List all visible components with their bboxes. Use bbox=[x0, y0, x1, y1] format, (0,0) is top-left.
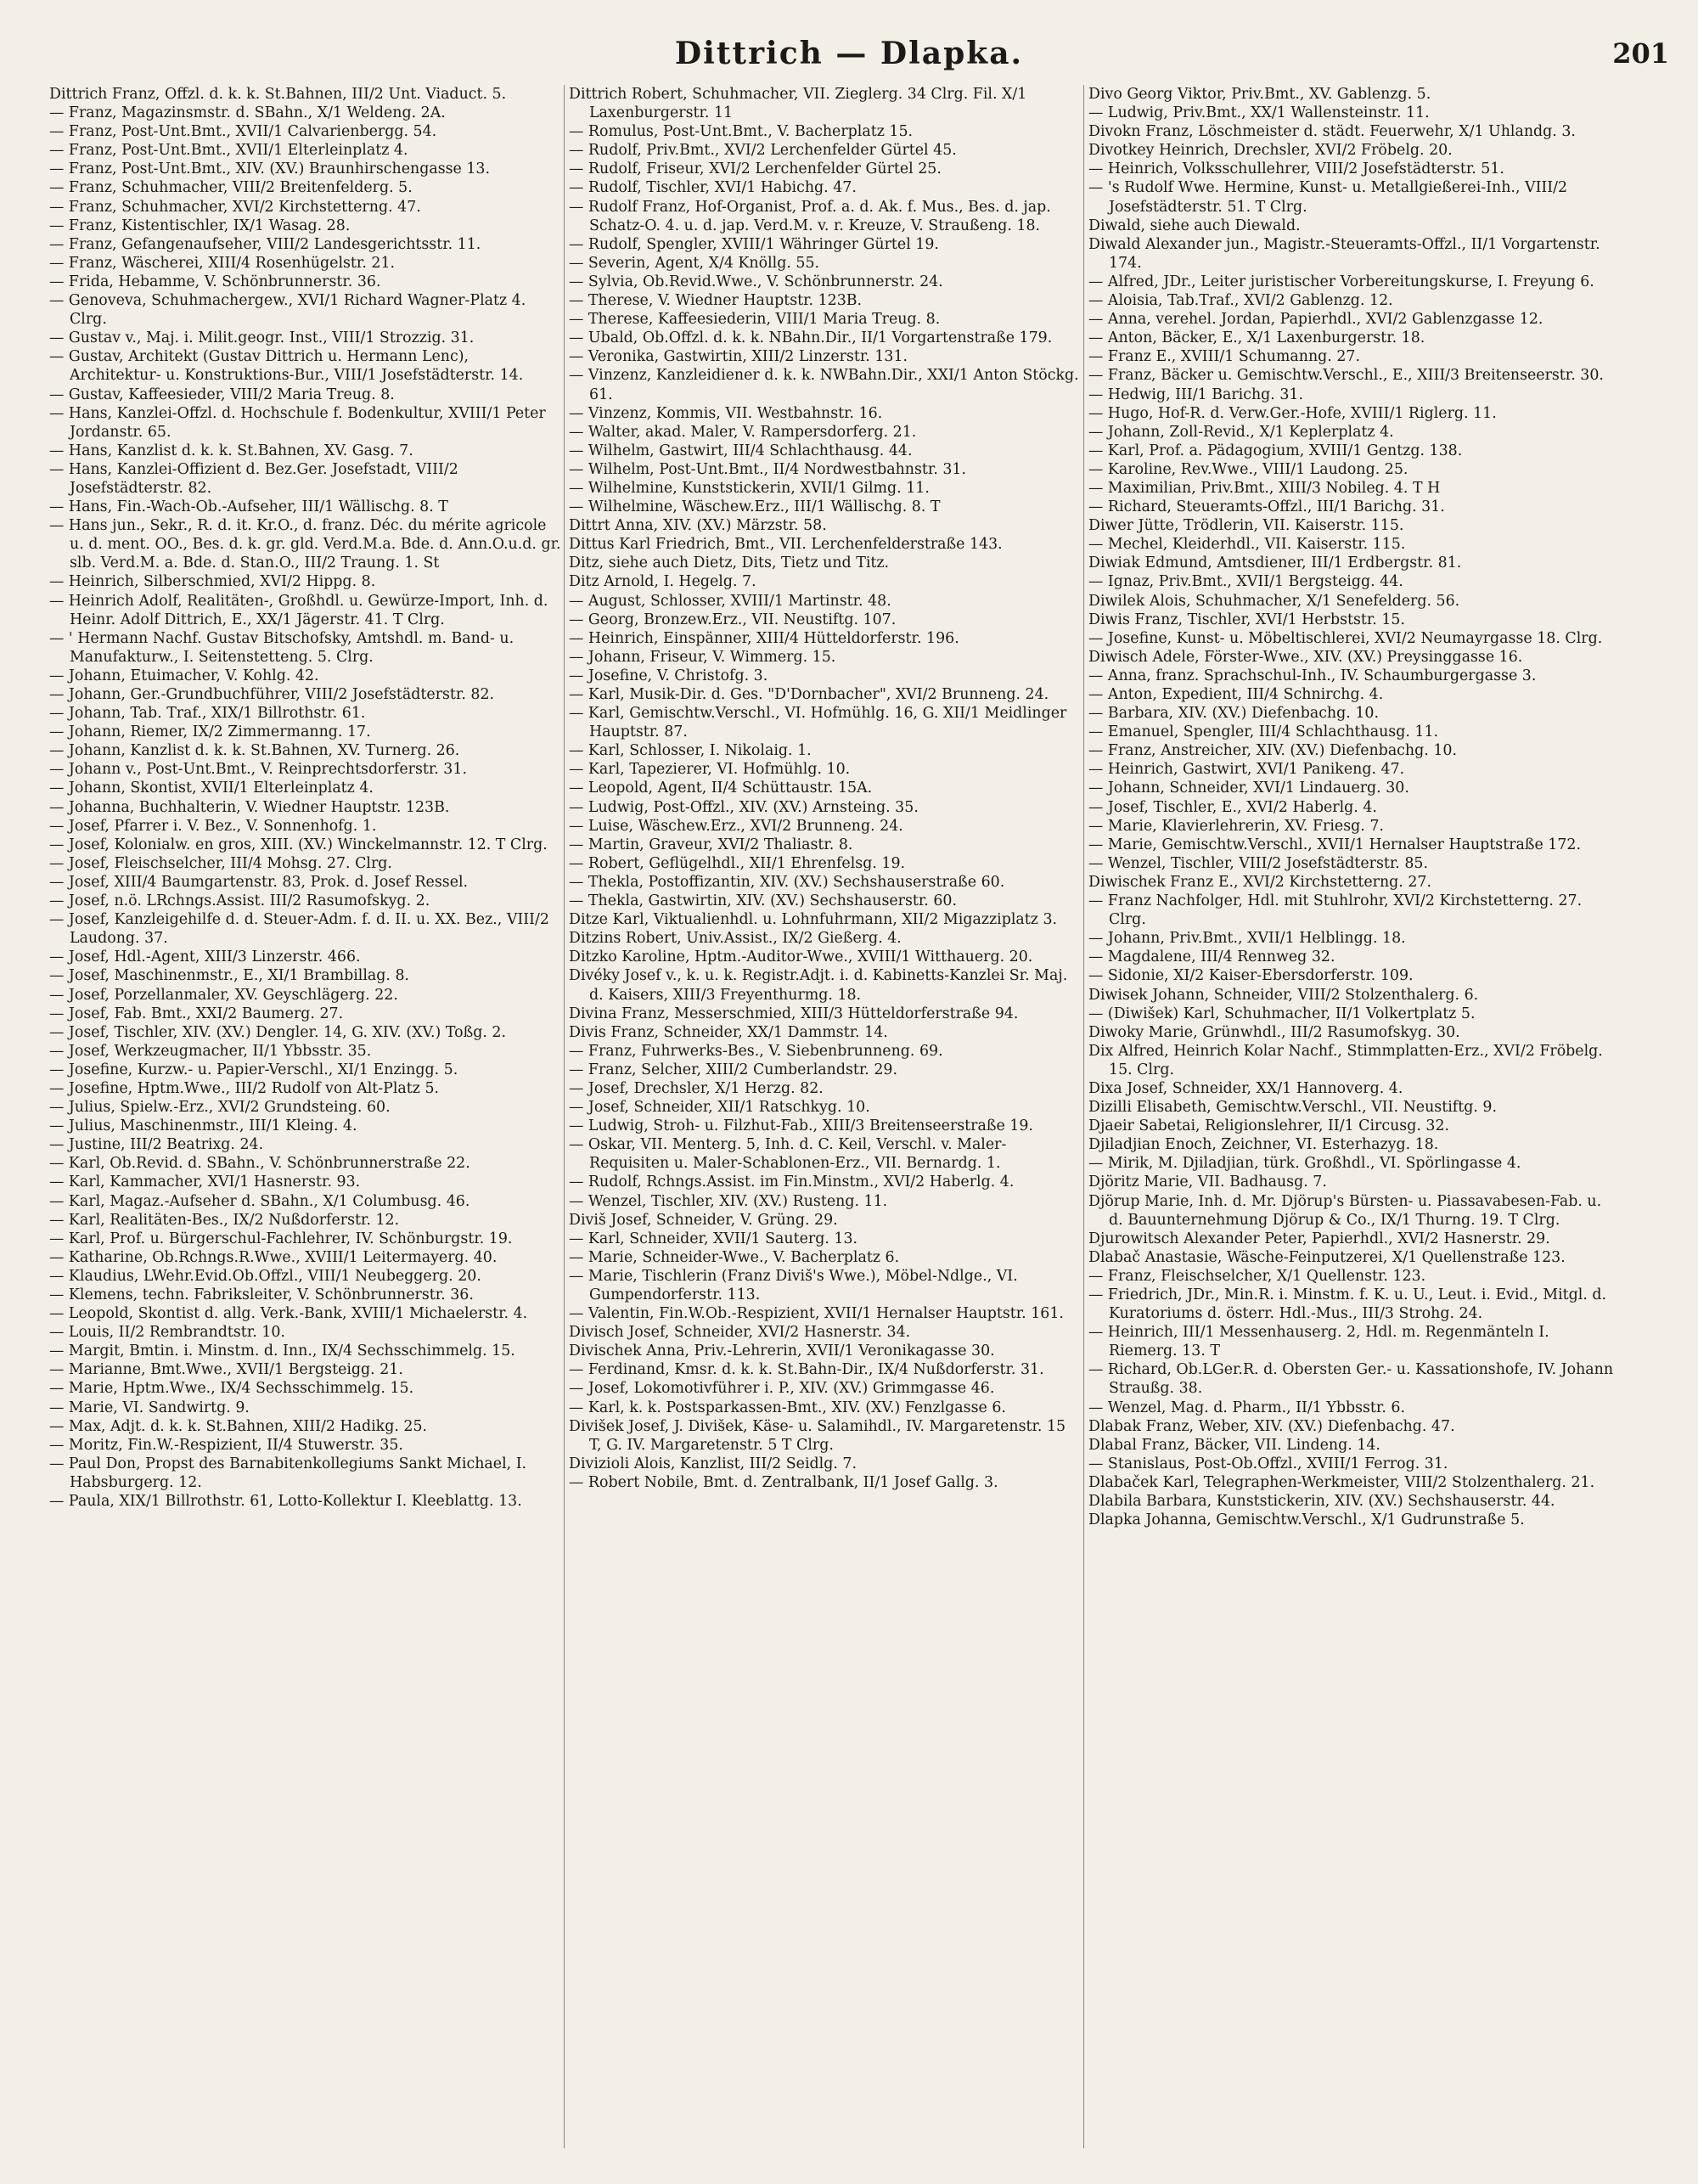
directory-entry: Diwiak Edmund, Amtsdiener, III/1 Erdbergstr. 81. bbox=[1088, 554, 1462, 572]
directory-entry: — Josef, Tischler, XIV. (XV.) Dengler. 14, G. XIV. (XV.) Toßg. 2. bbox=[49, 1023, 506, 1041]
directory-entry: — Josef, Tischler, E., XVI/2 Haberlg. 4. bbox=[1088, 798, 1377, 816]
directory-entry: Djaeir Sabetai, Religionslehrer, II/1 Circusg. 32. bbox=[1088, 1117, 1450, 1135]
directory-entry: — Josef, Drechsler, X/1 Herzg. 82. bbox=[569, 1079, 824, 1097]
directory-entry: — Mechel, Kleiderhdl., VII. Kaiserstr. 115. bbox=[1088, 536, 1406, 554]
directory-entry: — Josef, n.ö. LRchngs.Assist. III/2 Rasumofskyg. 2. bbox=[49, 892, 430, 910]
directory-entry: — Barbara, XIV. (XV.) Diefenbachg. 10. bbox=[1088, 705, 1379, 723]
directory-entry: — Hans, Kanzlei-Offizient d. Bez.Ger. Josefstadt, VIII/2 Josefstädterstr. 82. bbox=[49, 460, 458, 497]
directory-entry: — Hans, Fin.-Wach-Ob.-Aufseher, III/1 Wällischg. 8. T bbox=[49, 498, 448, 516]
directory-entry: — Johann, Friseur, V. Wimmerg. 15. bbox=[569, 648, 836, 666]
directory-entry: Dittrt Anna, XIV. (XV.) Märzstr. 58. bbox=[569, 517, 827, 535]
directory-entry: — Rudolf, Priv.Bmt., XVI/2 Lerchenfelder Gürtel 45. bbox=[569, 142, 957, 160]
directory-entry: — Josefine, Kurzw.- u. Papier-Verschl., XI/1 Enzingg. 5. bbox=[49, 1061, 458, 1078]
directory-entry: — Stanislaus, Post-Ob.Offzl., XVIII/1 Ferrog. 31. bbox=[1088, 1455, 1448, 1472]
directory-entry: — Johann, Tab. Traf., XIX/1 Billrothstr. 61. bbox=[49, 705, 366, 723]
directory-entry: Ditz Arnold, I. Hegelg. 7. bbox=[569, 573, 756, 591]
directory-entry: — August, Schlosser, XVIII/1 Martinstr. 48. bbox=[569, 592, 891, 610]
directory-entry: — Karoline, Rev.Wwe., VIII/1 Laudong. 25. bbox=[1088, 460, 1408, 478]
directory-entry: — Josef, Kanzleigehilfe d. d. Steuer-Adm. f. d. II. u. XX. Bez., VIII/2 Laudong. 37. bbox=[49, 911, 549, 948]
directory-entry: — Johann, Etuimacher, V. Kohlg. 42. bbox=[49, 667, 319, 684]
directory-entry: — Wilhelmine, Kunststickerin, XVII/1 Gilmg. 11. bbox=[569, 479, 930, 497]
directory-entry: — Georg, Bronzew.Erz., VII. Neustiftg. 107. bbox=[569, 611, 897, 628]
directory-entry: — Hugo, Hof-R. d. Verw.Ger.-Hofe, XVIII/1 Riglerg. 11. bbox=[1088, 404, 1497, 422]
directory-entry: Dlabak Franz, Weber, XIV. (XV.) Diefenbachg. 47. bbox=[1088, 1417, 1455, 1435]
directory-entry: — Franz, Post-Unt.Bmt., XVII/1 Calvarienbergg. 54. bbox=[49, 123, 437, 141]
directory-entry: — Thekla, Gastwirtin, XIV. (XV.) Sechshauserstr. 60. bbox=[569, 892, 958, 910]
directory-entry: — Rudolf, Tischler, XVI/1 Habichg. 47. bbox=[569, 179, 857, 197]
directory-entry: — Franz, Magazinsmstr. d. SBahn., X/1 Weldeng. 2A. bbox=[49, 104, 446, 122]
directory-entry: — Karl, Ob.Revid. d. SBahn., V. Schönbrunnerstraße 22. bbox=[49, 1155, 470, 1173]
directory-entry: — Louis, II/2 Rembrandtstr. 10. bbox=[49, 1324, 285, 1342]
directory-entry: — Johann v., Post-Unt.Bmt., V. Reinprechtsdorferstr. 31. bbox=[49, 761, 467, 779]
directory-entry: — Margit, Bmtin. i. Minstm. d. Inn., IX/4 Sechsschimmelg. 15. bbox=[49, 1342, 515, 1360]
column-3 bbox=[1088, 85, 1615, 2157]
directory-entry: — Luise, Wäschew.Erz., XVI/2 Brunneng. 24. bbox=[569, 817, 903, 835]
directory-entry: — Karl, Prof. a. Pädagogium, XVIII/1 Gentzg. 138. bbox=[1088, 442, 1463, 459]
directory-entry: — Ludwig, Stroh- u. Filzhut-Fab., XIII/3 Breitenseerstraße 19. bbox=[569, 1117, 1033, 1135]
directory-entry: Divina Franz, Messerschmied, XIII/3 Hütteldorferstraße 94. bbox=[569, 1005, 1019, 1022]
directory-entry: — Josefine, Hptm.Wwe., III/2 Rudolf von Alt-Platz 5. bbox=[49, 1079, 440, 1097]
directory-entry: Divéky Josef v., k. u. k. Registr.Adjt. i. d. Kabinetts-Kanzlei Sr. Maj. d. Kaisers, XIII/3 Freyenthurmg. 18. bbox=[569, 967, 1068, 1004]
directory-entry: — Karl, k. k. Postsparkassen-Bmt., XIV. (XV.) Fenzlgasse 6. bbox=[569, 1399, 1006, 1416]
directory-entry: — Hans jun., Sekr., R. d. it. Kr.O., d. franz. Déc. du mérite agricole u. d. ment. OO., Bes. d. k. gr. gld. Verd.M.a. Bde. d. Ann.O.u.d. gr. slb. Verd.M. a. Bde. d. Stan.O., III/2 Traung. 1. St bbox=[49, 517, 561, 572]
directory-entry: — Marianne, Bmt.Wwe., XVII/1 Bergsteigg. 21. bbox=[49, 1361, 403, 1379]
directory-entry: — Anna, franz. Sprachschul-Inh., IV. Schaumburgergasse 3. bbox=[1088, 667, 1537, 684]
directory-entry: — Gustav, Architekt (Gustav Dittrich u. Hermann Lenc), Architektur- u. Konstruktions-Bur., VIII/1 Josefstädterstr. 14. bbox=[49, 348, 524, 385]
directory-entry: — Karl, Musik-Dir. d. Ges. "D'Dornbacher", XVI/2 Brunneng. 24. bbox=[569, 686, 1049, 703]
column-2 bbox=[569, 85, 1082, 2157]
directory-entry: Dittrich Franz, Offzl. d. k. k. St.Bahnen, III/2 Unt. Viaduct. 5. bbox=[49, 86, 507, 103]
directory-entry: — Richard, Ob.LGer.R. d. Obersten Ger.- u. Kassationshofe, IV. Johann Straußg. 38. bbox=[1088, 1361, 1614, 1398]
directory-entry: Divotkey Heinrich, Drechsler, XVI/2 Fröbelg. 20. bbox=[1088, 142, 1453, 160]
directory-entry: Dix Alfred, Heinrich Kolar Nachf., Stimmplatten-Erz., XVI/2 Fröbelg. 15. Clrg. bbox=[1088, 1042, 1603, 1078]
directory-entry: Diwald Alexander jun., Magistr.-Steueramts-Offzl., II/1 Vorgartenstr. 174. bbox=[1088, 235, 1600, 272]
directory-entry: Diwis Franz, Tischler, XVI/1 Herbststr. 15. bbox=[1088, 611, 1406, 628]
page-title: Dittrich — Dlapka. bbox=[674, 36, 1024, 71]
directory-entry: Divišek Josef, J. Divišek, Käse- u. Salamihdl., IV. Margaretenstr. 15 T, G. IV. Margaretenstr. 5 T Clrg. bbox=[569, 1417, 1066, 1454]
directory-entry: — Johann, Priv.Bmt., XVII/1 Helblingg. 18. bbox=[1088, 930, 1406, 948]
directory-entry: Divis Franz, Schneider, XX/1 Dammstr. 14. bbox=[569, 1023, 888, 1041]
directory-entry: — Hans, Kanzlist d. k. k. St.Bahnen, XV. Gasg. 7. bbox=[49, 442, 413, 459]
directory-entry: — Robert, Geflügelhdl., XII/1 Ehrenfelsg. 19. bbox=[569, 854, 906, 872]
directory-entry: — Paul Don, Propst des Barnabitenkollegiums Sankt Michael, I. Habsburgerg. 12. bbox=[49, 1455, 527, 1491]
directory-entry: — Josef, Schneider, XII/1 Ratschkyg. 10. bbox=[569, 1099, 870, 1117]
directory-entry: — Josef, Kolonialw. en gros, XIII. (XV.) Winckelmannstr. 12. T Clrg. bbox=[49, 836, 548, 853]
directory-entry: — 's Rudolf Wwe. Hermine, Kunst- u. Metallgießerei-Inh., VIII/2 Josefstädterstr. 51. T Clrg. bbox=[1088, 179, 1568, 216]
directory-entry: — Heinrich, Volksschullehrer, VIII/2 Josefstädterstr. 51. bbox=[1088, 160, 1504, 178]
directory-entry: — Anton, Expedient, III/4 Schnirchg. 4. bbox=[1088, 686, 1384, 703]
directory-entry: — Josef, Fab. Bmt., XXI/2 Baumerg. 27. bbox=[49, 1005, 344, 1022]
directory-entry: — Franz, Fuhrwerks-Bes., V. Siebenbrunneng. 69. bbox=[569, 1042, 943, 1060]
directory-entry: — Franz, Selcher, XIII/2 Cumberlandstr. 29. bbox=[569, 1061, 898, 1078]
directory-entry: Diwoky Marie, Grünwhdl., III/2 Rasumofskyg. 30. bbox=[1088, 1023, 1460, 1041]
directory-entry: — Sylvia, Ob.Revid.Wwe., V. Schönbrunnerstr. 24. bbox=[569, 273, 943, 290]
directory-entry: — Ferdinand, Kmsr. d. k. k. St.Bahn-Dir., IX/4 Nußdorferstr. 31. bbox=[569, 1361, 1044, 1379]
directory-entry: — Josef, Maschinenmstr., E., XI/1 Brambillag. 8. bbox=[49, 967, 410, 985]
directory-entry: — Franz, Bäcker u. Gemischtw.Verschl., E., XIII/3 Breitenseerstr. 30. bbox=[1088, 367, 1604, 385]
directory-entry: — Johann, Schneider, XVI/1 Lindauerg. 30. bbox=[1088, 780, 1409, 797]
directory-entry: Dittus Karl Friedrich, Bmt., VII. Lerchenfelderstraße 143. bbox=[569, 536, 1003, 554]
directory-entry: Dlabila Barbara, Kunststickerin, XIV. (XV.) Sechshauserstr. 44. bbox=[1088, 1493, 1555, 1511]
directory-entry: — Magdalene, III/4 Rennweg 32. bbox=[1088, 948, 1335, 966]
directory-entry: — Marie, VI. Sandwirtg. 9. bbox=[49, 1399, 250, 1416]
directory-entry: — Wenzel, Tischler, VIII/2 Josefstädterstr. 85. bbox=[1088, 854, 1429, 872]
directory-entry: — Sidonie, XI/2 Kaiser-Ebersdorferstr. 109. bbox=[1088, 967, 1414, 985]
directory-entry: — Justine, III/2 Beatrixg. 24. bbox=[49, 1136, 264, 1154]
directory-entry: — Karl, Schlosser, I. Nikolaig. 1. bbox=[569, 742, 812, 760]
directory-entry: — Richard, Steueramts-Offzl., III/1 Barichg. 31. bbox=[1088, 498, 1445, 516]
directory-entry: — Franz, Schuhmacher, XVI/2 Kirchstetterng. 47. bbox=[49, 198, 421, 216]
directory-entry: — Alfred, JDr., Leiter juristischer Vorbereitungskurse, I. Freyung 6. bbox=[1088, 273, 1594, 290]
directory-entry: — Franz, Kistentischler, IX/1 Wasag. 28. bbox=[49, 217, 351, 234]
directory-entry: — Mirik, M. Djiladjian, türk. Großhdl., VI. Spörlingasse 4. bbox=[1088, 1155, 1521, 1173]
directory-entry: — ' Hermann Nachf. Gustav Bitschofsky, Amtshdl. m. Band- u. Manufakturw., I. Seitenstetteng. 5. Clrg. bbox=[49, 629, 514, 666]
directory-entry: — Katharine, Ob.Rchngs.R.Wwe., XVIII/1 Leitermayerg. 40. bbox=[49, 1248, 498, 1266]
directory-entry: — Therese, V. Wiedner Hauptstr. 123B. bbox=[569, 292, 863, 310]
directory-entry: — Wenzel, Tischler, XIV. (XV.) Rusteng. 11. bbox=[569, 1192, 888, 1210]
column-1 bbox=[49, 85, 562, 2157]
directory-entry: — Ignaz, Priv.Bmt., XVII/1 Bergsteigg. 44. bbox=[1088, 573, 1403, 591]
directory-entry: Djurowitsch Alexander Peter, Papierhdl., XVI/2 Hasnerstr. 29. bbox=[1088, 1230, 1550, 1247]
directory-entry: — Franz E., XVIII/1 Schumanng. 27. bbox=[1088, 348, 1360, 366]
directory-entry: — Emanuel, Spengler, III/4 Schlachthausg. 11. bbox=[1088, 723, 1439, 741]
directory-entry: Dittrich Robert, Schuhmacher, VII. Zieglerg. 34 Clrg. Fil. X/1 Laxenburgerstr. 11 bbox=[569, 86, 1027, 122]
directory-entry: — Julius, Maschinenmstr., III/1 Kleing. 4. bbox=[49, 1117, 357, 1135]
directory-entry: Diviš Josef, Schneider, V. Grüng. 29. bbox=[569, 1211, 838, 1229]
directory-entry: Dlabaček Karl, Telegraphen-Werkmeister, VIII/2 Stolzenthalerg. 21. bbox=[1088, 1473, 1595, 1491]
directory-entry: — Moritz, Fin.W.-Respizient, II/4 Stuwerstr. 35. bbox=[49, 1436, 403, 1454]
directory-entry: Ditz, siehe auch Dietz, Dits, Tietz und Titz. bbox=[569, 554, 890, 572]
directory-entry: — Franz, Wäscherei, XIII/4 Rosenhügelstr. 21. bbox=[49, 254, 396, 272]
directory-entry: — Frida, Hebamme, V. Schönbrunnerstr. 36. bbox=[49, 273, 381, 290]
directory-entry: — Franz, Anstreicher, XIV. (XV.) Diefenbachg. 10. bbox=[1088, 742, 1457, 760]
directory-entry: — Josef, Lokomotivführer i. P., XIV. (XV.) Grimmgasse 46. bbox=[569, 1380, 995, 1398]
directory-entry: — Oskar, VII. Menterg. 5, Inh. d. C. Keil, Verschl. v. Maler-Requisiten u. Maler-Schablonen-Erz., VII. Bernardg. 1. bbox=[569, 1136, 1007, 1173]
directory-entry: Diwald, siehe auch Diewald. bbox=[1088, 217, 1301, 234]
directory-entry: — Leopold, Skontist d. allg. Verk.-Bank, XVIII/1 Michaelerstr. 4. bbox=[49, 1305, 528, 1323]
directory-entry: — Josef, Fleischselcher, III/4 Mohsg. 27. Clrg. bbox=[49, 854, 392, 872]
directory-entry: — Martin, Graveur, XVI/2 Thaliastr. 8. bbox=[569, 836, 853, 853]
directory-entry: Dizilli Elisabeth, Gemischtw.Verschl., VII. Neustiftg. 9. bbox=[1088, 1099, 1497, 1117]
directory-entry: — Josef, Pfarrer i. V. Bez., V. Sonnenhofg. 1. bbox=[49, 817, 377, 835]
directory-entry: — Thekla, Postoffizantin, XIV. (XV.) Sechshauserstraße 60. bbox=[569, 873, 1005, 891]
directory-entry: — Genoveva, Schuhmachergew., XVI/1 Richard Wagner-Platz 4. Clrg. bbox=[49, 292, 526, 329]
directory-entry: Diwischek Franz E., XVI/2 Kirchstetterng. 27. bbox=[1088, 873, 1431, 891]
directory-entry: — Rudolf, Rchngs.Assist. im Fin.Minstm., XVI/2 Haberlg. 4. bbox=[569, 1174, 1015, 1191]
directory-entry: — Wilhelm, Post-Unt.Bmt., II/4 Nordwestbahnstr. 31. bbox=[569, 460, 967, 478]
directory-entry: Divischek Anna, Priv.-Lehrerin, XVII/1 Veronikagasse 30. bbox=[569, 1342, 995, 1360]
directory-entry: — Rudolf, Spengler, XVIII/1 Währinger Gürtel 19. bbox=[569, 235, 939, 253]
directory-entry: Divizioli Alois, Kanzlist, III/2 Seidlg. 7. bbox=[569, 1455, 857, 1472]
directory-entry: — Romulus, Post-Unt.Bmt., V. Bacherplatz 15. bbox=[569, 123, 914, 141]
directory-entry: — Wenzel, Mag. d. Pharm., II/1 Ybbsstr. 6. bbox=[1088, 1399, 1405, 1416]
directory-entry: — Max, Adjt. d. k. k. St.Bahnen, XIII/2 Hadikg. 25. bbox=[49, 1417, 428, 1435]
directory-entry: — Heinrich, Einspänner, XIII/4 Hütteldorferstr. 196. bbox=[569, 629, 959, 647]
directory-entry: — Franz, Gefangenaufseher, VIII/2 Landesgerichtsstr. 11. bbox=[49, 235, 481, 253]
directory-entry: Divisch Josef, Schneider, XVI/2 Hasnerstr. 34. bbox=[569, 1324, 911, 1342]
directory-entry: — Julius, Spielw.-Erz., XVI/2 Grundsteing. 60. bbox=[49, 1099, 391, 1117]
directory-entry: Dixa Josef, Schneider, XX/1 Hannoverg. 4. bbox=[1088, 1079, 1403, 1097]
directory-entry: Djörup Marie, Inh. d. Mr. Djörup's Bürsten- u. Piassavabesen-Fab. u. d. Bauunternehmung Djörup & Co., IX/1 Thurng. 19. T Clrg. bbox=[1088, 1192, 1602, 1229]
directory-entry: — Josef, Porzellanmaler, XV. Geyschlägerg. 22. bbox=[49, 986, 398, 1004]
directory-entry: — Johann, Zoll-Revid., X/1 Keplerplatz 4. bbox=[1088, 423, 1394, 441]
directory-entry: — Karl, Schneider, XVII/1 Sauterg. 13. bbox=[569, 1230, 858, 1247]
directory-entry: — Johann, Kanzlist d. k. k. St.Bahnen, XV. Turnerg. 26. bbox=[49, 742, 460, 760]
directory-entry: — Klemens, techn. Fabriksleiter, V. Schönbrunnerstr. 36. bbox=[49, 1286, 474, 1303]
directory-entry: — Marie, Schneider-Wwe., V. Bacherplatz 6. bbox=[569, 1248, 900, 1266]
directory-entry: — Severin, Agent, X/4 Knöllg. 55. bbox=[569, 254, 820, 272]
directory-entry: — Anton, Bäcker, E., X/1 Laxenburgerstr. 18. bbox=[1088, 329, 1425, 347]
directory-entry: — Marie, Hptm.Wwe., IX/4 Sechsschimmelg. 15. bbox=[49, 1380, 414, 1398]
directory-entry: — Ludwig, Priv.Bmt., XX/1 Wallensteinstr. 11. bbox=[1088, 104, 1430, 122]
directory-entry: — Friedrich, JDr., Min.R. i. Minstm. f. K. u. U., Leut. i. Evid., Mitgl. d. Kuratoriums d. österr. Hdl.-Mus., III/3 Strohg. 24. bbox=[1088, 1286, 1607, 1323]
directory-entry: Divo Georg Viktor, Priv.Bmt., XV. Gablenzg. 5. bbox=[1088, 86, 1431, 103]
directory-entry: — Karl, Gemischtw.Verschl., VI. Hofmühlg. 16, G. XII/1 Meidlinger Hauptstr. 87. bbox=[569, 705, 1067, 741]
directory-entry: Dlabač Anastasie, Wäsche-Feinputzerei, X/1 Quellenstraße 123. bbox=[1088, 1248, 1566, 1266]
directory-entry: Dlabal Franz, Bäcker, VII. Lindeng. 14. bbox=[1088, 1436, 1380, 1454]
directory-entry: — Rudolf Franz, Hof-Organist, Prof. a. d. Ak. f. Mus., Bes. d. jap. Schatz-O. 4. u. d. jap. Verd.M. v. r. Kreuze, V. Straußeng. 18. bbox=[569, 198, 1051, 234]
directory-entry: — Vinzenz, Kanzleidiener d. k. k. NWBahn.Dir., XXI/1 Anton Stöckg. 61. bbox=[569, 367, 1079, 403]
directory-entry: — Gustav, Kaffeesieder, VIII/2 Maria Treug. 8. bbox=[49, 386, 395, 403]
directory-entry: — Josefine, Kunst- u. Möbeltischlerei, XVI/2 Neumayrgasse 18. Clrg. bbox=[1088, 629, 1603, 647]
directory-entry: — Valentin, Fin.W.Ob.-Respizient, XVII/1 Hernalser Hauptstr. 161. bbox=[569, 1305, 1064, 1323]
directory-entry: — Therese, Kaffeesiederin, VIII/1 Maria Treug. 8. bbox=[569, 311, 941, 329]
directory-entry: — Franz, Post-Unt.Bmt., XVII/1 Elterleinplatz 4. bbox=[49, 142, 408, 160]
directory-entry: — Marie, Tischlerin (Franz Diviš's Wwe.), Möbel-Ndlge., VI. Gumpendorferstr. 113. bbox=[569, 1267, 1018, 1303]
directory-entry: Dlapka Johanna, Gemischtw.Verschl., X/1 Gudrunstraße 5. bbox=[1088, 1511, 1525, 1529]
column-divider bbox=[1083, 85, 1084, 2148]
directory-entry: — Franz, Schuhmacher, VIII/2 Breitenfelderg. 5. bbox=[49, 179, 413, 197]
directory-entry: Diwilek Alois, Schuhmacher, X/1 Senefelderg. 56. bbox=[1088, 592, 1460, 610]
directory-entry: — Aloisia, Tab.Traf., XVI/2 Gablenzg. 12. bbox=[1088, 292, 1393, 310]
page-number: 201 bbox=[1612, 37, 1669, 70]
directory-entry: — Maximilian, Priv.Bmt., XIII/3 Nobileg. 4. T H bbox=[1088, 479, 1441, 497]
directory-entry: Djiladjian Enoch, Zeichner, VI. Esterhazyg. 18. bbox=[1088, 1136, 1439, 1154]
directory-entry: — Rudolf, Friseur, XVI/2 Lerchenfelder Gürtel 25. bbox=[569, 160, 942, 178]
directory-entry: — Karl, Realitäten-Bes., IX/2 Nußdorferstr. 12. bbox=[49, 1211, 400, 1229]
directory-entry: — Ludwig, Post-Offzl., XIV. (XV.) Arnsteing. 35. bbox=[569, 798, 919, 816]
directory-entry: Diwisek Johann, Schneider, VIII/2 Stolzenthalerg. 6. bbox=[1088, 986, 1479, 1004]
directory-entry: — Josefine, V. Christofg. 3. bbox=[569, 667, 768, 684]
directory-entry: — Johanna, Buchhalterin, V. Wiedner Hauptstr. 123B. bbox=[49, 798, 450, 816]
directory-entry: — Anna, verehel. Jordan, Papierhdl., XVI/2 Gablenzgasse 12. bbox=[1088, 311, 1543, 329]
directory-entry: — Ubald, Ob.Offzl. d. k. k. NBahn.Dir., II/1 Vorgartenstraße 179. bbox=[569, 329, 1053, 347]
directory-entry: Ditzins Robert, Univ.Assist., IX/2 Gießerg. 4. bbox=[569, 930, 902, 948]
directory-entry: — Franz Nachfolger, Hdl. mit Stuhlrohr, XVI/2 Kirchstetterng. 27. Clrg. bbox=[1088, 892, 1583, 929]
directory-entry: — Paula, XIX/1 Billrothstr. 61, Lotto-Kollektur I. Kleeblattg. 13. bbox=[49, 1493, 522, 1511]
directory-entry: — Josef, XIII/4 Baumgartenstr. 83, Prok. d. Josef Ressel. bbox=[49, 873, 469, 891]
page-header bbox=[0, 32, 1698, 83]
directory-entry: — Josef, Werkzeugmacher, II/1 Ybbsstr. 35. bbox=[49, 1042, 372, 1060]
directory-entry: — Leopold, Agent, II/4 Schüttaustr. 15A. bbox=[569, 780, 873, 797]
directory-entry: — Robert Nobile, Bmt. d. Zentralbank, II/1 Josef Gallg. 3. bbox=[569, 1473, 998, 1491]
directory-entry: — Vinzenz, Kommis, VII. Westbahnstr. 16. bbox=[569, 404, 883, 422]
directory-entry: — Johann, Ger.-Grundbuchführer, VIII/2 Josefstädterstr. 82. bbox=[49, 686, 495, 703]
directory-entry: Djöritz Marie, VII. Badhausg. 7. bbox=[1088, 1174, 1327, 1191]
directory-entry: — Franz, Post-Unt.Bmt., XIV. (XV.) Braunhirschengasse 13. bbox=[49, 160, 491, 178]
directory-entry: — Wilhelmine, Wäschew.Erz., III/1 Wällischg. 8. T bbox=[569, 498, 941, 516]
directory-entry: — Heinrich Adolf, Realitäten-, Großhdl. u. Gewürze-Import, Inh. d. Heinr. Adolf Dittrich, E., XX/1 Jägerstr. 41. T Clrg. bbox=[49, 592, 548, 628]
column-divider bbox=[564, 85, 565, 2148]
directory-entry: — Marie, Klavierlehrerin, XV. Friesg. 7. bbox=[1088, 817, 1384, 835]
directory-entry: — Marie, Gemischtw.Verschl., XVII/1 Hernalser Hauptstraße 172. bbox=[1088, 836, 1582, 853]
directory-entry: — (Diwišek) Karl, Schuhmacher, II/1 Volkertplatz 5. bbox=[1088, 1005, 1476, 1022]
directory-entry: — Heinrich, Gastwirt, XVI/1 Panikeng. 47. bbox=[1088, 761, 1405, 779]
directory-entry: Ditzko Karoline, Hptm.-Auditor-Wwe., XVIII/1 Witthauerg. 20. bbox=[569, 948, 1033, 966]
directory-entry: — Hedwig, III/1 Barichg. 31. bbox=[1088, 386, 1304, 403]
directory-entry: — Franz, Fleischselcher, X/1 Quellenstr. 123. bbox=[1088, 1267, 1426, 1285]
directory-entry: — Heinrich, Silberschmied, XVI/2 Hippg. 8. bbox=[49, 573, 376, 591]
directory-entry: — Wilhelm, Gastwirt, III/4 Schlachthausg. 44. bbox=[569, 442, 913, 459]
directory-entry: — Veronika, Gastwirtin, XIII/2 Linzerstr. 131. bbox=[569, 348, 908, 366]
directory-entry: — Johann, Riemer, IX/2 Zimmermanng. 17. bbox=[49, 723, 371, 741]
directory-entry: — Klaudius, LWehr.Evid.Ob.Offzl., VIII/1 Neubeggerg. 20. bbox=[49, 1267, 481, 1285]
directory-entry: Diwer Jütte, Trödlerin, VII. Kaiserstr. 115. bbox=[1088, 517, 1404, 535]
directory-entry: — Josef, Hdl.-Agent, XIII/3 Linzerstr. 466. bbox=[49, 948, 361, 966]
directory-entry: Ditze Karl, Viktualienhdl. u. Lohnfuhrmann, XII/2 Migazziplatz 3. bbox=[569, 911, 1058, 929]
directory-entry: — Johann, Skontist, XVII/1 Elterleinplatz 4. bbox=[49, 780, 374, 797]
directory-entry: Divokn Franz, Löschmeister d. städt. Feuerwehr, X/1 Uhlandg. 3. bbox=[1088, 123, 1576, 141]
directory-entry: — Gustav v., Maj. i. Milit.geogr. Inst., VIII/1 Strozzig. 31. bbox=[49, 329, 475, 347]
directory-entry: Diwisch Adele, Förster-Wwe., XIV. (XV.) Preysinggasse 16. bbox=[1088, 648, 1523, 666]
directory-entry: — Karl, Prof. u. Bürgerschul-Fachlehrer, IV. Schönburgstr. 19. bbox=[49, 1230, 513, 1247]
directory-entry: — Walter, akad. Maler, V. Rampersdorferg. 21. bbox=[569, 423, 917, 441]
directory-entry: — Karl, Magaz.-Aufseher d. SBahn., X/1 Columbusg. 46. bbox=[49, 1192, 470, 1210]
directory-entry: — Karl, Tapezierer, VI. Hofmühlg. 10. bbox=[569, 761, 851, 779]
directory-entry: — Karl, Kammacher, XVI/1 Hasnerstr. 93. bbox=[49, 1174, 361, 1191]
directory-entry: — Hans, Kanzlei-Offzl. d. Hochschule f. Bodenkultur, XVIII/1 Peter Jordanstr. 65. bbox=[49, 404, 546, 441]
directory-entry: — Heinrich, III/1 Messenhauserg. 2, Hdl. m. Regenmänteln I. Riemerg. 13. T bbox=[1088, 1324, 1549, 1360]
